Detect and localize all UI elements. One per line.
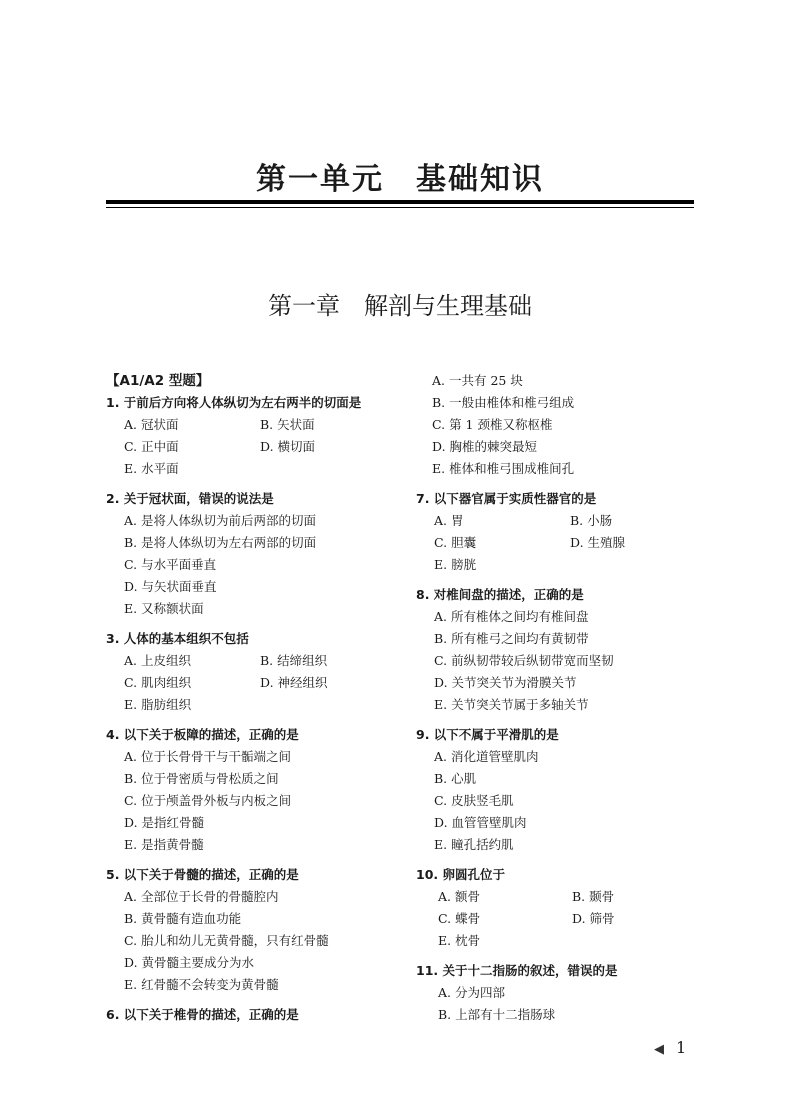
question-stem: 6. 以下关于椎骨的描述，正确的是 bbox=[106, 1007, 299, 1022]
page-number: 1 bbox=[676, 1038, 687, 1057]
option-d: D. 黄骨髓主要成分为水 bbox=[124, 955, 255, 970]
title-rule-thick bbox=[106, 200, 694, 204]
option-a: A. 所有椎体之间均有椎间盘 bbox=[434, 609, 589, 624]
question-stem: 8. 对椎间盘的描述，正确的是 bbox=[416, 587, 584, 602]
question-stem: 9. 以下不属于平滑肌的是 bbox=[416, 727, 559, 742]
question-9 bbox=[416, 724, 706, 856]
option-b: B. 心肌 bbox=[434, 771, 477, 786]
option-e: E. 水平面 bbox=[124, 461, 179, 476]
question-6 bbox=[106, 1004, 396, 1026]
page-footer bbox=[654, 1038, 686, 1057]
question-stem: 11. 关于十二指肠的叙述，错误的是 bbox=[416, 963, 618, 978]
option-d: D. 神经组织 bbox=[260, 675, 328, 690]
option-d: D. 筛骨 bbox=[572, 911, 615, 926]
question-type-heading: 【A1/A2 型题】 bbox=[106, 373, 210, 389]
option-b: B. 颞骨 bbox=[572, 889, 615, 904]
option-b: B. 黄骨髓有造血功能 bbox=[124, 911, 242, 926]
option-d: D. 横切面 bbox=[260, 439, 316, 454]
question-4 bbox=[106, 724, 396, 856]
question-6-continued bbox=[416, 370, 706, 480]
option-e: E. 又称额状面 bbox=[124, 601, 204, 616]
option-a: A. 上皮组织 bbox=[124, 653, 191, 668]
question-stem: 7. 以下器官属于实质性器官的是 bbox=[416, 491, 597, 506]
option-b: B. 一般由椎体和椎弓组成 bbox=[432, 395, 575, 410]
option-a: A. 位于长骨骨干与干骺端之间 bbox=[124, 749, 291, 764]
option-b: B. 位于骨密质与骨松质之间 bbox=[124, 771, 279, 786]
question-stem: 1. 于前后方向将人体纵切为左右两半的切面是 bbox=[106, 395, 362, 410]
option-a: A. 消化道管壁肌肉 bbox=[434, 749, 539, 764]
question-3 bbox=[106, 628, 396, 716]
option-d: D. 与矢状面垂直 bbox=[124, 579, 217, 594]
question-2 bbox=[106, 488, 396, 620]
option-b: B. 所有椎弓之间均有黄韧带 bbox=[434, 631, 589, 646]
option-e: E. 是指黄骨髓 bbox=[124, 837, 204, 852]
question-stem: 4. 以下关于板障的描述，正确的是 bbox=[106, 727, 299, 742]
option-a: A. 冠状面 bbox=[124, 417, 179, 432]
title-rule-thin bbox=[106, 207, 694, 208]
option-e: E. 关节突关节属于多轴关节 bbox=[434, 697, 589, 712]
left-column bbox=[106, 370, 396, 1034]
option-a: A. 一共有 25 块 bbox=[432, 373, 523, 388]
unit-title: 第一单元 基础知识 bbox=[256, 162, 544, 197]
chapter-title: 第一章 解剖与生理基础 bbox=[268, 292, 532, 320]
option-a: A. 胃 bbox=[434, 513, 464, 528]
option-c: C. 胆囊 bbox=[434, 535, 477, 550]
option-e: E. 枕骨 bbox=[438, 933, 481, 948]
option-a: A. 全部位于长骨的骨髓腔内 bbox=[124, 889, 279, 904]
option-b: B. 结缔组织 bbox=[260, 653, 328, 668]
option-e: E. 膀胱 bbox=[434, 557, 477, 572]
option-c: C. 正中面 bbox=[124, 439, 179, 454]
question-stem: 3. 人体的基本组织不包括 bbox=[106, 631, 249, 646]
question-stem: 5. 以下关于骨髓的描述，正确的是 bbox=[106, 867, 299, 882]
option-d: D. 血管管壁肌肉 bbox=[434, 815, 527, 830]
question-7 bbox=[416, 488, 706, 576]
option-c: C. 与水平面垂直 bbox=[124, 557, 217, 572]
question-5 bbox=[106, 864, 396, 996]
page-arrow-icon: ◀ bbox=[654, 1042, 664, 1057]
right-column bbox=[416, 370, 706, 1034]
option-b: B. 小肠 bbox=[570, 513, 613, 528]
question-1 bbox=[106, 392, 396, 480]
option-b: B. 矢状面 bbox=[260, 417, 315, 432]
option-e: E. 椎体和椎弓围成椎间孔 bbox=[432, 461, 575, 476]
option-a: A. 分为四部 bbox=[438, 985, 505, 1000]
question-stem: 10. 卵圆孔位于 bbox=[416, 867, 505, 882]
question-stem: 2. 关于冠状面，错误的说法是 bbox=[106, 491, 274, 506]
option-b: B. 上部有十二指肠球 bbox=[438, 1007, 556, 1022]
option-e: E. 脂肪组织 bbox=[124, 697, 192, 712]
option-d: D. 是指红骨髓 bbox=[124, 815, 205, 830]
option-c: C. 肌肉组织 bbox=[124, 675, 192, 690]
option-e: E. 瞳孔括约肌 bbox=[434, 837, 514, 852]
question-10 bbox=[416, 864, 706, 952]
option-d: D. 生殖腺 bbox=[570, 535, 626, 550]
option-e: E. 红骨髓不会转变为黄骨髓 bbox=[124, 977, 279, 992]
option-c: C. 前纵韧带较后纵韧带宽而坚韧 bbox=[434, 653, 614, 668]
option-d: D. 胸椎的棘突最短 bbox=[432, 439, 538, 454]
option-a: A. 是将人体纵切为前后两部的切面 bbox=[124, 513, 316, 528]
question-8 bbox=[416, 584, 706, 716]
option-b: B. 是将人体纵切为左右两部的切面 bbox=[124, 535, 317, 550]
option-c: C. 蝶骨 bbox=[438, 911, 481, 926]
option-c: C. 第 1 颈椎又称枢椎 bbox=[432, 417, 553, 432]
option-d: D. 关节突关节为滑膜关节 bbox=[434, 675, 577, 690]
option-c: C. 胎儿和幼儿无黄骨髓，只有红骨髓 bbox=[124, 933, 329, 948]
question-11 bbox=[416, 960, 706, 1026]
option-c: C. 皮肤竖毛肌 bbox=[434, 793, 514, 808]
option-c: C. 位于颅盖骨外板与内板之间 bbox=[124, 793, 292, 808]
option-a: A. 额骨 bbox=[438, 889, 480, 904]
